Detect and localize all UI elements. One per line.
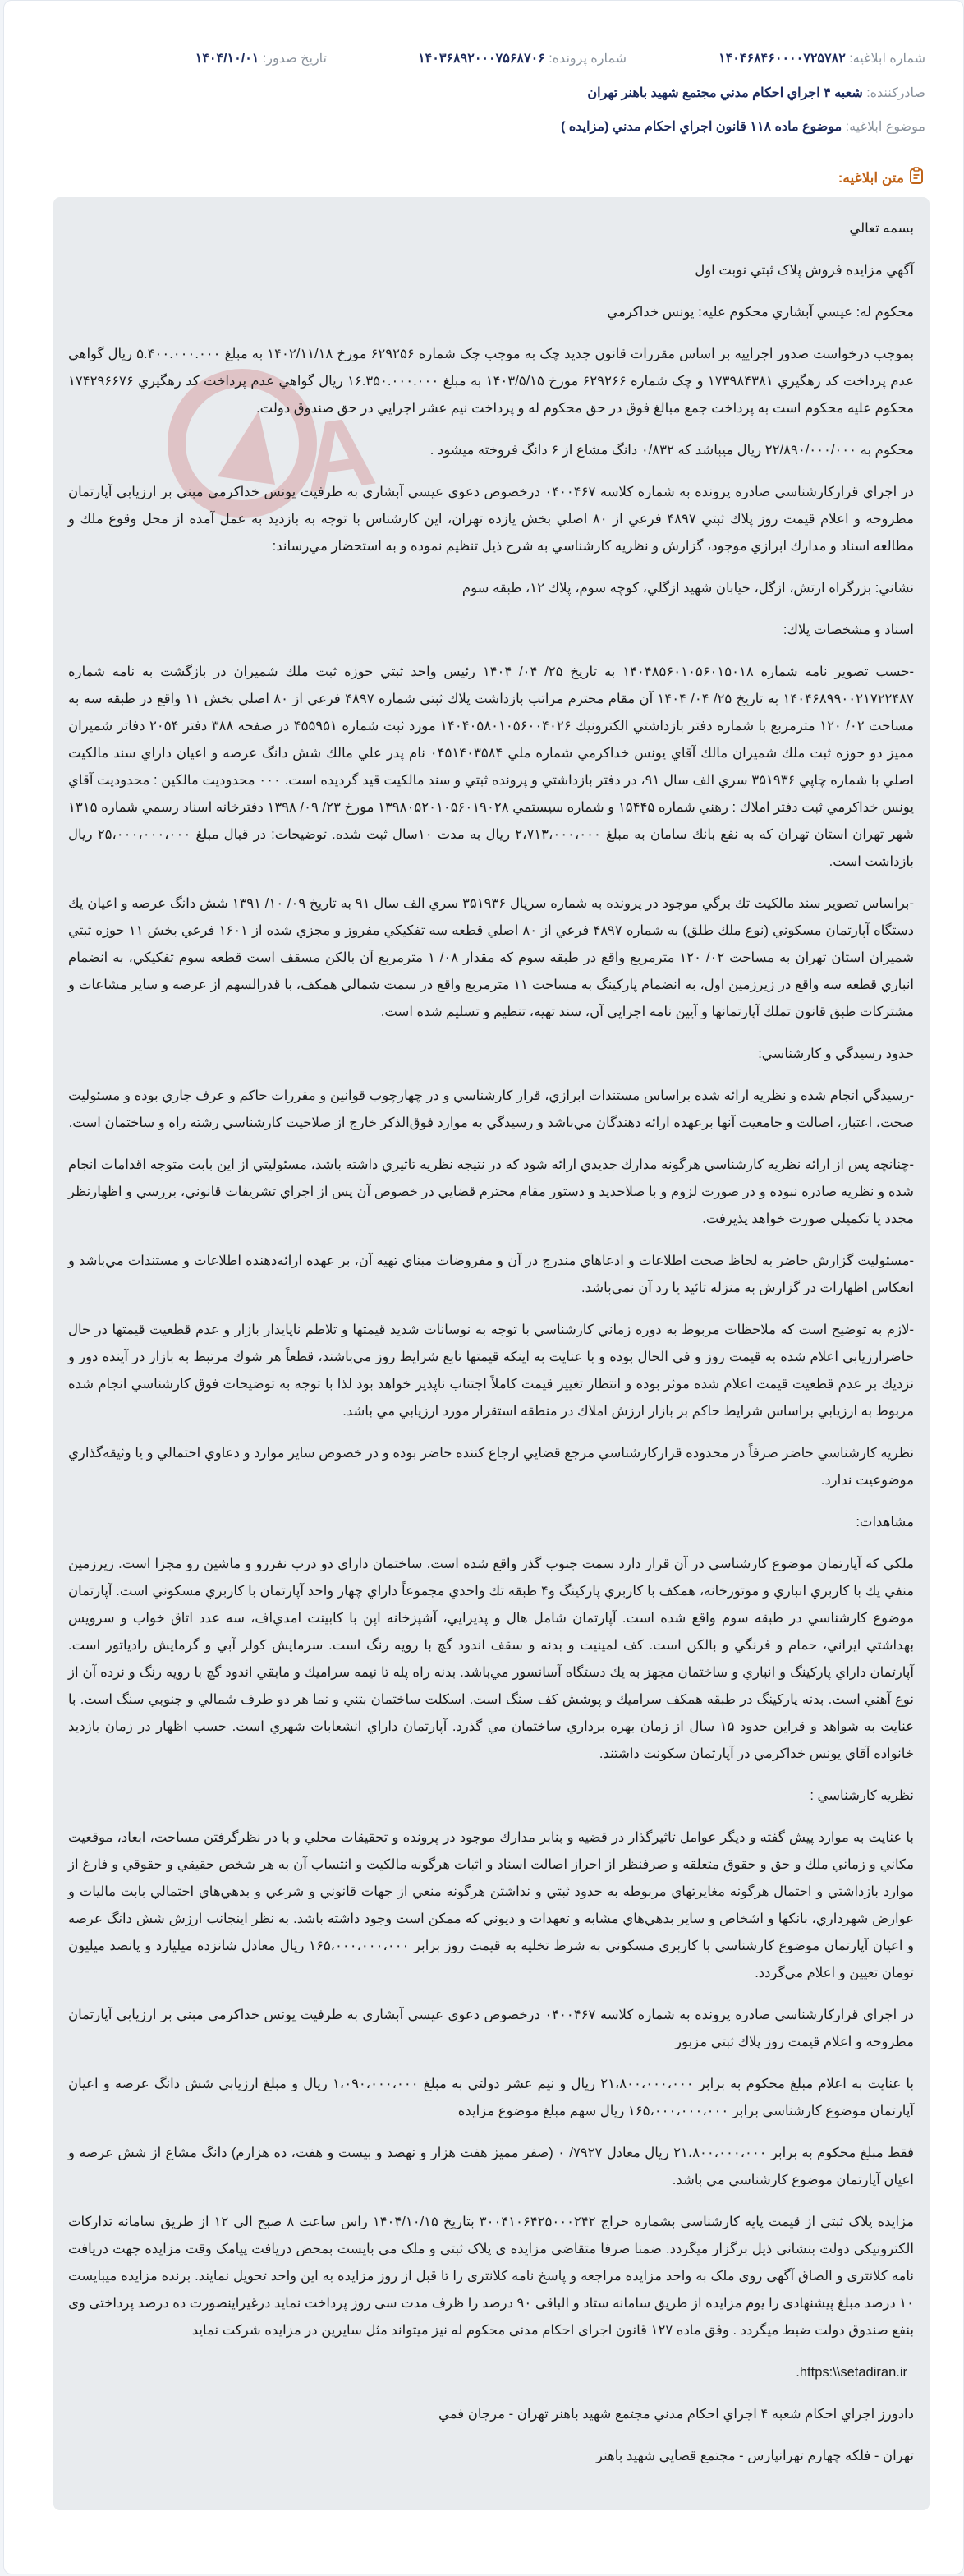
notice-paragraph: در اجراي قراركارشناسي صادره پرونده به شماره كلاسه ۰۴۰۰۴۶۷ درخصوص دعوي عيسي آبشاري به طرفيت يونس خداكرمي مبني بر ارزيابي آپارتمان مطروحه و اعلام قيمت روز پلاك ثبتي مزبور	[68, 2008, 915, 2049]
issuer-value: شعبه ۴ اجراي احكام مدني مجتمع شهيد باهنر تهران	[587, 86, 863, 100]
issue-date-value: ۱۴۰۴/۱۰/۰۱	[195, 52, 259, 66]
subject-field	[561, 118, 925, 135]
issue-date-field	[195, 50, 327, 67]
notice-body-text	[68, 215, 914, 2485]
notice-paragraph: -چنانچه پس از ارائه نظريه كارشناسي هرگونه مدارك جديدي ارائه شود كه در نتيجه نظريه تاثيري داشته باشد، مسئوليتي از اين بابت متوجه اقدامات انجام شده و نظريه صادره نبوده و در صورت لزوم و با صلاحديد و دستور مقام محترم قضايي در خصوص آن پس از اجراي تشريفات قانوني، بررسي و اظهارنظر مجدد يا تكميلي صورت خواهد پذيرفت.	[68, 1157, 914, 1226]
notice-paragraph: اسناد و مشخصات پلاك:	[783, 623, 914, 637]
notice-text-heading	[838, 167, 924, 189]
issue-date-label: تاریخ صدور:	[262, 52, 327, 66]
case-number-value: ۱۴۰۳۶۸۹۲۰۰۰۷۵۶۸۷۰۶	[418, 52, 545, 66]
notice-paragraph: محکوم به ۲۲/۸۹۰/۰۰۰/۰۰۰ ريال ميباشد که ۰/۸۳۲ دانگ مشاع از ۶ دانگ فروخته ميشود .	[429, 443, 914, 458]
notice-paragraph: نظريه كارشناسي :	[810, 1788, 914, 1803]
case-number-field	[418, 50, 627, 67]
notice-paragraph: تهران - فلكه چهارم تهرانپارس - مجتمع قضايي شهيد باهنر	[595, 2449, 914, 2463]
notice-paragraph: با عنايت به اعلام مبلغ محكوم به برابر ۲۱،۸۰۰،۰۰۰،۰۰۰ ريال و نيم عشر دولتي به مبلغ ۱،۰۹۰،۰۰۰،۰۰۰ ريال و مبلغ ارزيابي شش دانگ عرصه و اعيان آپارتمان موضوع كارشناسي برابر ۱۶۵،۰۰۰،۰۰۰،۰۰۰ ريال سهم مبلغ موضوع مزايده	[68, 2077, 915, 2118]
issuer-field	[587, 85, 925, 101]
notice-paragraph: -لازم به توضيح است كه ملاحظات مربوط به دوره زماني كارشناسي با توجه به نوسانات شديد قيمتها و تلاطم ناپايدار بازار و عدم قطعيت قيمتها در حال حاضرارزيابي اعلام شده به قيمت روز و في الحال بوده و با عنايت به اينكه قيمتها تابع شرايط روز مي‌باشند، قطعاً هر شوك مرتبط به بازار در آينده دور و نزديك بر عدم قطعيت قيمت اعلام شده موثر بوده و انتظار تغيير قيمت كاملاً اجتناب ناپذير خواهد بود لذا با توجه به توضيحات فوق كارشناسي انجام شده مربوط به ارزيابي براساس شرايط حاكم بر بازار ارزش املاك در منطقه استقرار مورد ارزيابي مي باشد.	[68, 1322, 914, 1419]
notice-paragraph: مزايده پلاک ثبتی از قيمت پايه کارشناسی بشماره حراج ۳۰۰۴۱۰۶۴۲۵۰۰۰۲۴۲ بتاريخ ۱۴۰۴/۱۰/۱۵ راس ساعت ۸ صبح الی ۱۲ از طريق سامانه تدارکات الکترونيکی دولت بنشانی ذيل برگزار ميگردد. ضمنا صرفا متقاضی مزايده ی پلاک ثبتی و ملک می بايست بمحض دريافت پيامک وقت مزايده جهت دريافت نامه کلانتری و الصاق آگهی روی ملک به واحد مزايده مراجعه و پاسخ نامه کلانتری را تا قبل از روز مزايده به اين واحد تحويل نمايند. برنده مزايده ميبايست ۱۰ درصد مبلغ پيشنهادی را يوم مزايده از طريق سامانه ستاد و الباقی ۹۰ درصد را ظرف مدت سی روز پرداخت نمايد درغيراينصورت ده درصد پرداختی وی بنفع صندوق دولت ضبط ميگردد . وفق ماده ۱۲۷ قانون اجرای احکام مدنی محکوم له نيز ميتواند مثل سايرين در مزايده شرکت نمايد	[68, 2215, 915, 2338]
subject-label: موضوع ابلاغیه:	[845, 120, 925, 134]
case-number-label: شماره پرونده:	[549, 52, 627, 66]
notice-paragraph: بموجب درخواست صدور اجراييه بر اساس مقررات قانون جديد چک به موجب چک شماره ۶۲۹۲۵۶ مورخ ۱۴۰۲/۱۱/۱۸ به مبلغ ۵.۴۰۰.۰۰۰.۰۰۰ ريال گواهي عدم پرداخت کد رهگيري ۱۷۳۹۸۴۳۸۱ و چک شماره ۶۲۹۲۶۶ مورخ ۱۴۰۳/۵/۱۵ به مبلغ ۱۶.۳۵۰.۰۰۰.۰۰۰ ريال گواهي عدم پرداخت کد رهگيري ۱۷۴۲۹۶۶۷۶ محکوم عليه محکوم است به پرداخت جمع مبالغ فوق در حق محکوم له و پرداخت نيم عشر اجرايي در حق صندوق دولت.	[68, 347, 914, 416]
document-icon	[909, 167, 924, 189]
notice-paragraph: -رسيدگي انجام شده و نظريه ارائه شده براساس مستندات ابرازي، قرار كارشناسي و در چهارچوب قوانين و مقررات حاكم و عرف جاري بوده و مسئوليت صحت، اعتبار، اصالت و جامعيت آنها برعهده ارائه دهندگان مي‌باشد و رسيدگي به موارد فوق‌الذكر خارج از صلاحيت كارشناسي رشته راه و ساختمان است.	[68, 1088, 914, 1130]
notice-paragraph: نشاني: بزرگراه ارتش، ازگل، خيابان شهيد ازگلي، كوچه سوم، پلاك ۱۲، طبقه سوم	[461, 581, 914, 596]
notice-body-panel	[53, 197, 930, 2510]
auction-site-link[interactable]: https:\\setadiran.ir.	[796, 2365, 907, 2380]
notice-number-field	[718, 50, 925, 67]
notice-card	[3, 0, 964, 2574]
notice-paragraph: -براساس تصوير سند مالكيت تك برگي موجود در پرونده به شماره سريال ۳۵۱۹۳۶ سري الف سال ۹۱ به تاريخ ۰۹/ ۱۰/ ۱۳۹۱ شش دانگ عرصه و اعيان يك دستگاه آپارتمان مسكوني (نوع ملك طلق) به شماره ۴۸۹۷ فرعي از ۸۰ اصلي قطعه سه تفكيكي مفروز و مجزي شده از ۱۶۰۱ فرعي بخش ۱۱ حوزه ثبتي شميران استان تهران به مساحت ۰۲/ ۱۲۰ مترمربع واقع در طبقه سوم كه مقدار ۰۸/ ۱ مترمربع آن بالكن مسقف است قطعه سوم تفكيكي، به انضمام انباري قطعه سه واقع در زيرزمين اول، به انضمام پاركينگ به مساحت ۱۱ مترمربع واقع در سمت شمالي همكف، با قدرالسهم از عرصه و ساير مشاعات و مشتركات طبق قانون تملك آپارتمانها و آيين نامه اجرايي آن، سند تهيه، تنظيم و تسليم شده است.	[68, 896, 915, 1019]
notice-paragraph: بسمه تعالي	[849, 221, 914, 236]
notice-paragraph: آگهي مزايده فروش پلاک ثبتي نوبت اول	[695, 263, 914, 278]
notice-number-label: شماره ابلاغیه:	[849, 52, 925, 66]
notice-paragraph: نظريه كارشناسي حاضر صرفاً در محدوده قراركارشناسي مرجع قضايي ارجاع كننده حاضر بوده و در خصوص ساير موارد و دعاوي احتمالي و يا وثيقه‌گذاري موضوعيت ندارد.	[68, 1446, 914, 1488]
notice-paragraph: فقط مبلغ محكوم به برابر ۲۱،۸۰۰،۰۰۰،۰۰۰ ريال معادل ۷۹۲۷/ ۰ (صفر مميز هفت هزار و نهصد و بيست و هفت، ده هزارم) دانگ مشاع از شش عرصه و اعيان آپارتمان موضوع كارشناسي مي باشد.	[68, 2146, 914, 2187]
notice-number-value: ۱۴۰۴۶۸۴۶۰۰۰۰۷۲۵۷۸۲	[718, 52, 846, 66]
notice-paragraph: ملكي كه آپارتمان موضوع كارشناسي در آن قرار دارد سمت جنوب گذر واقع شده است. ساختمان داراي دو درب نفررو و ماشين رو مجزا است. زيرزمين منفي يك با كاربري انباري و موتورخانه، همكف با كاربري پاركينگ و۴ طبقه تك واحدي مجموعاً داراي چهار واحد آپارتمان با كاربري مسكوني است. آپارتمان موضوع كارشناسي در طبقه سوم واقع شده است. آپارتمان شامل هال و پذيرايي، آشپزخانه اپن با كابينت امدي‌اف، سه عدد اتاق خواب و سرويس بهداشتي ايراني، حمام و فرنگي و بالكن است. كف لمينيت و بدنه و سقف اندود گچ با رويه رنگ است. سرمايش كولر آبي و گرمايش رادياتور است. آپارتمان داراي پاركينگ و انباري و ساختمان مجهز به يك دستگاه آسانسور مي‌باشد. بدنه راه پله تا نيمه سراميك و مابقي اندود گچ با رويه رنگ و نرده آن از نوع آهني است. بدنه پاركينگ در طبقه همكف سراميك و پوشش كف سنگ است. اسكلت ساختمان بتني و نما هر دو طرف شمالي و جنوبي سنگ است. با عنايت به شواهد و قراين حدود ۱۵ سال از زمان بهره برداري ساختمان مي گذرد. آپارتمان داراي انشعابات شهري است. حسب اظهار در زمان بازديد خانواده آقاي يونس خداكرمي در آپارتمان سكونت داشتند.	[68, 1557, 914, 1761]
notice-paragraph: در اجراي قرارکارشناسي صادره پرونده به شماره کلاسه ۰۴۰۰۴۶۷ درخصوص دعوي عيسي آبشاري به طرفيت يونس خداکرمي مبني بر ارزيابي آپارتمان مطروحه و اعلام قيمت روز پلاك ثبتي ۴۸۹۷ فرعي از ۸۰ اصلي بخش يازده تهران، اين كارشناس با توجه به بازديد به عمل آمده از محل وقوع ملك و مطالعه اسناد و مدارك ابرازي موجود، گزارش و نظريه كارشناسي به شرح ذيل تنظيم نموده و به استحضار مي‌رساند:	[68, 485, 915, 554]
watermark-text: A	[295, 394, 382, 514]
notice-paragraph: دادورز اجراي احكام شعبه ۴ اجراي احكام مدني مجتمع شهيد باهنر تهران - مرجان فمي	[438, 2407, 914, 2422]
notice-paragraph: حدود رسيدگي و كارشناسي:	[758, 1046, 914, 1061]
notice-paragraph: -حسب تصوير نامه شماره ۱۴۰۴۸۵۶۰۱۰۵۶۰۱۵۰۱۸ به تاريخ ۲۵/ ۰۴/ ۱۴۰۴ رئيس واحد ثبتي حوزه ثبت ملك شميران در بازگشت به نامه شماره ۱۴۰۴۶۸۹۹۰۰۲۱۷۲۲۴۸۷ به تاريخ ۲۵/ ۰۴/ ۱۴۰۴ آن مقام محترم مراتب بازداشت پلاك ثبتي شماره ۴۸۹۷ فرعي از ۸۰ اصلي بخش ۱۱ واقع در طبقه سه به مساحت ۰۲/ ۱۲۰ مترمربع با شماره دفتر بازداشتي الكترونيك ۱۴۰۴۰۵۸۰۱۰۵۶۰۰۴۰۲۶ مورد ثبت شماره ۴۵۵۹۵۱ در صفحه ۳۸۸ دفتر ۲۰۵۴ دفاتر شميران مميز دو حوزه ثبت ملك شميران مالك آقاي يونس خداكرمي شماره ملي ۰۴۵۱۴۰۳۵۸۴ نام پدر علي مالك شش دانگ عرصه و اعيان داراي سند مالكيت اصلي با شماره چاپي ۳۵۱۹۳۶ سري الف سال ۹۱، در دفتر بازداشتي و پرونده ثبتي و سند مالكيت قيد گرديده است. ۰۰۰ محدوديت مالكين : محدوديت آقاي يونس خداكرمي ثبت دفتر املاك : رهني شماره ۱۵۴۴۵ و شماره سيستمي ۱۳۹۸۰۵۲۰۱۰۵۶۰۱۹۰۲۸ مورخ ۲۳/ ۰۹/ ۱۳۹۸ دفترخانه اسناد رسمي شماره ۱۳۱۵ شهر تهران استان تهران كه به نفع بانك سامان به مبلغ ۲،۷۱۳،۰۰۰،۰۰۰ ريال به مدت ۱۰سال ثبت شده. توضيحات: در قبال مبلغ ۲۵،۰۰۰،۰۰۰،۰۰۰ ريال بازداشت است.	[68, 665, 915, 869]
notice-paragraph: با عنايت به موارد پيش گفته و ديگر عوامل تاثيرگذار در قضيه و بنابر مدارك موجود در پرونده و تحقيقات محلي و با در نظرگرفتن مساحت، ابعاد، موقعيت مكاني و زماني ملك و حق و حقوق متعلقه و صرفنظر از احراز اصالت اسناد و اثبات هرگونه مالكيت و انتساب آن به هر شخص حقيقي و حقوقي و فارغ از موارد بازداشتي و احتمال هرگونه مغايرتهاي مربوطه به حدود ثبتي و نداشتن هرگونه منعي از جهات قانوني و شرعي و بدهي‌هاي احتمالي بابت ماليات و عوارض شهرداري، بانكها و اشخاص و ساير بدهي‌هاي مشابه و تعهدات و ديوني كه ممكن است وجود داشته باشد. به نظر اينجانب ارزش شش دانگ عرصه و اعيان آپارتمان موضوع كارشناسي با كاربري مسكوني به شرط تخليه به قيمت روز برابر ۱۶۵،۰۰۰،۰۰۰،۰۰۰ ريال معادل شانزده ميليارد و پانصد ميليون تومان تعيين و اعلام مي‌گردد.	[68, 1830, 914, 1980]
issuer-label: صادرکننده:	[866, 86, 925, 100]
notice-paragraph: -مسئوليت گزارش حاضر به لحاظ صحت اطلاعات و ادعاهاي مندرج در آن و مفروضات مبناي تهيه آن، بر عهده ارائه‌دهنده اطلاعات و مستندات مي‌باشد و انعكاس اظهارات در گزارش به منزله تائيد يا رد آن نمي‌باشد.	[68, 1254, 914, 1295]
notice-text-title: متن ابلاغیه:	[838, 169, 904, 186]
subject-value: موضوع ماده ۱۱۸ قانون اجراي احكام مدني (مزايده )	[561, 120, 842, 134]
notice-paragraph: مشاهدات:	[856, 1515, 914, 1530]
notice-paragraph: محکوم له: عيسي آبشاري محکوم عليه: يونس خداکرمي	[607, 305, 914, 320]
